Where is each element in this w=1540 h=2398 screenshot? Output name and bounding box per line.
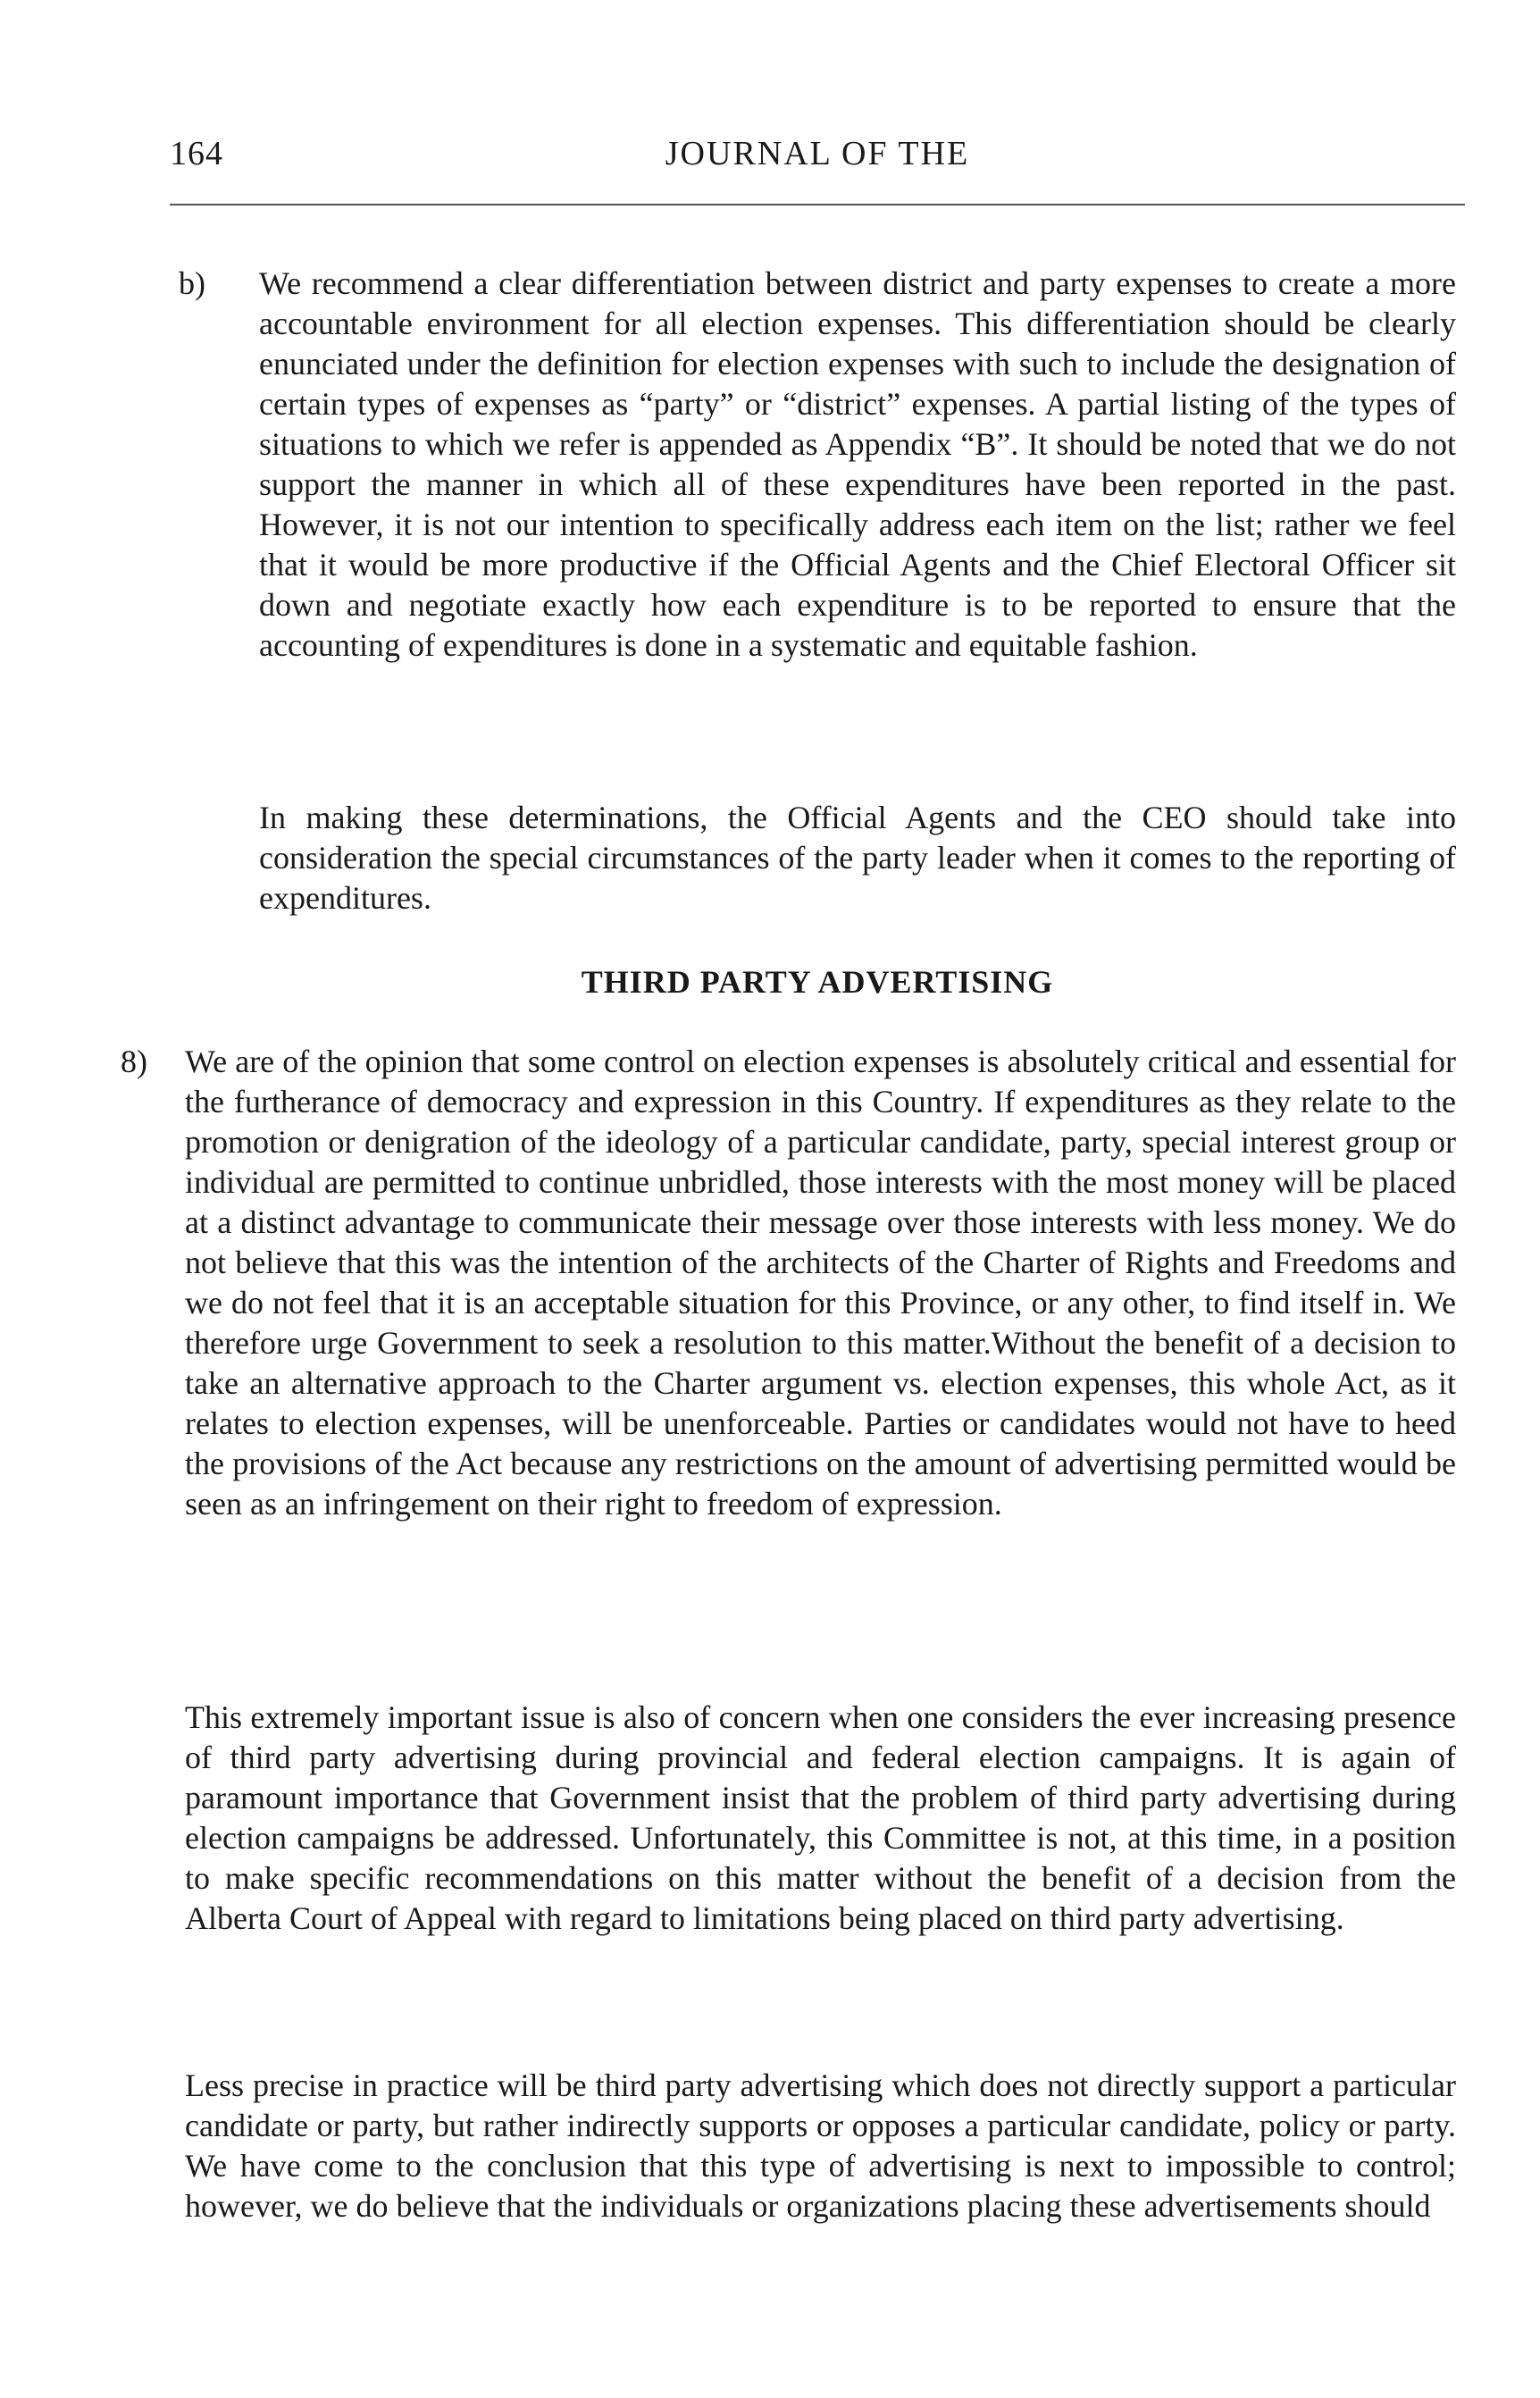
recommendation-8 (185, 1042, 1456, 1524)
recommendation-b-text: We recommend a clear differentiation between district and party expenses to create a more accountable environment for all election expenses. This differentiation should be clearly enunciated under the definition for election expenses with such to include the designation of certain types of expenses as “party” or “district” expenses. A partial listing of the types of situations to which we refer is appended as Appendix “B”. It should be noted that we do not support the manner in which all of these expenditures have been reported in the past. However, it is not our intention to specifically address each item on the list; rather we feel that it would be more productive if the Official Agents and the Chief Electoral Officer sit down and negotiate exactly how each expenditure is to be reported to ensure that the accounting of expenditures is done in a systematic and equitable fashion. (259, 265, 1456, 663)
recommendation-8-paragraph-3-text: Less precise in practice will be third party advertising which does not directly support a particular candidate or party, but rather indirectly supports or opposes a particular candidate, policy or party. We have come to the conclusion that this type of advertising is next to impossible to control; however, we do believe that the individuals or organizations placing these advertisements should (185, 2067, 1456, 2224)
page-number: 164 (170, 135, 223, 172)
recommendation-8-paragraph-2-text: This extremely important issue is also of concern when one considers the ever increasing presence of third party advertising during provincial and federal election campaigns. It is again of paramount importance that Government insist that the problem of third party advertising during election campaigns be addressed. Unfortunately, this Committee is not, at this time, in a position to make specific recommendations on this matter without the benefit of a decision from the Alberta Court of Appeal with regard to limitations being placed on third party advertising. (185, 1699, 1456, 1936)
list-marker-8: 8) (121, 1044, 147, 1079)
page-header (170, 134, 1465, 205)
list-marker-b: b) (179, 265, 205, 301)
recommendation-b-continuation-text: In making these determinations, the Official Agents and the CEO should take into consideration the special circumstances of the party leader when it comes to the reporting of expenditures. (259, 800, 1456, 916)
header-rule (170, 204, 1465, 205)
recommendation-8-paragraph-2 (185, 1698, 1456, 1939)
recommendation-b-continuation (259, 798, 1456, 918)
recommendation-b (259, 264, 1456, 666)
section-heading: THIRD PARTY ADVERTISING (581, 964, 1054, 1000)
running-head: JOURNAL OF THE (665, 135, 970, 172)
recommendation-8-paragraph-3 (185, 2066, 1456, 2226)
recommendation-8-text: We are of the opinion that some control on election expenses is absolutely critical and essential for the furtherance of democracy and expression in this Country. If expenditures as they relate to the promotion or denigration of the ideology of a particular candidate, party, special interest group or individual are permitted to continue unbridled, those interests with the most money will be placed at a distinct advantage to communicate their message over those interests with less money. We do not believe that this was the intention of the architects of the Charter of Rights and Freedoms and we do not feel that it is an acceptable situation for this Province, or any other, to find itself in. We therefore urge Government to seek a resolution to this matter.Without the benefit of a decision to take an alternative approach to the Charter argument vs. election expenses, this whole Act, as it relates to election expenses, will be unenforceable. Parties or candidates would not have to heed the provisions of the Act because any restrictions on the amount of advertising permitted would be seen as an infringement on their right to freedom of expression. (185, 1044, 1456, 1522)
